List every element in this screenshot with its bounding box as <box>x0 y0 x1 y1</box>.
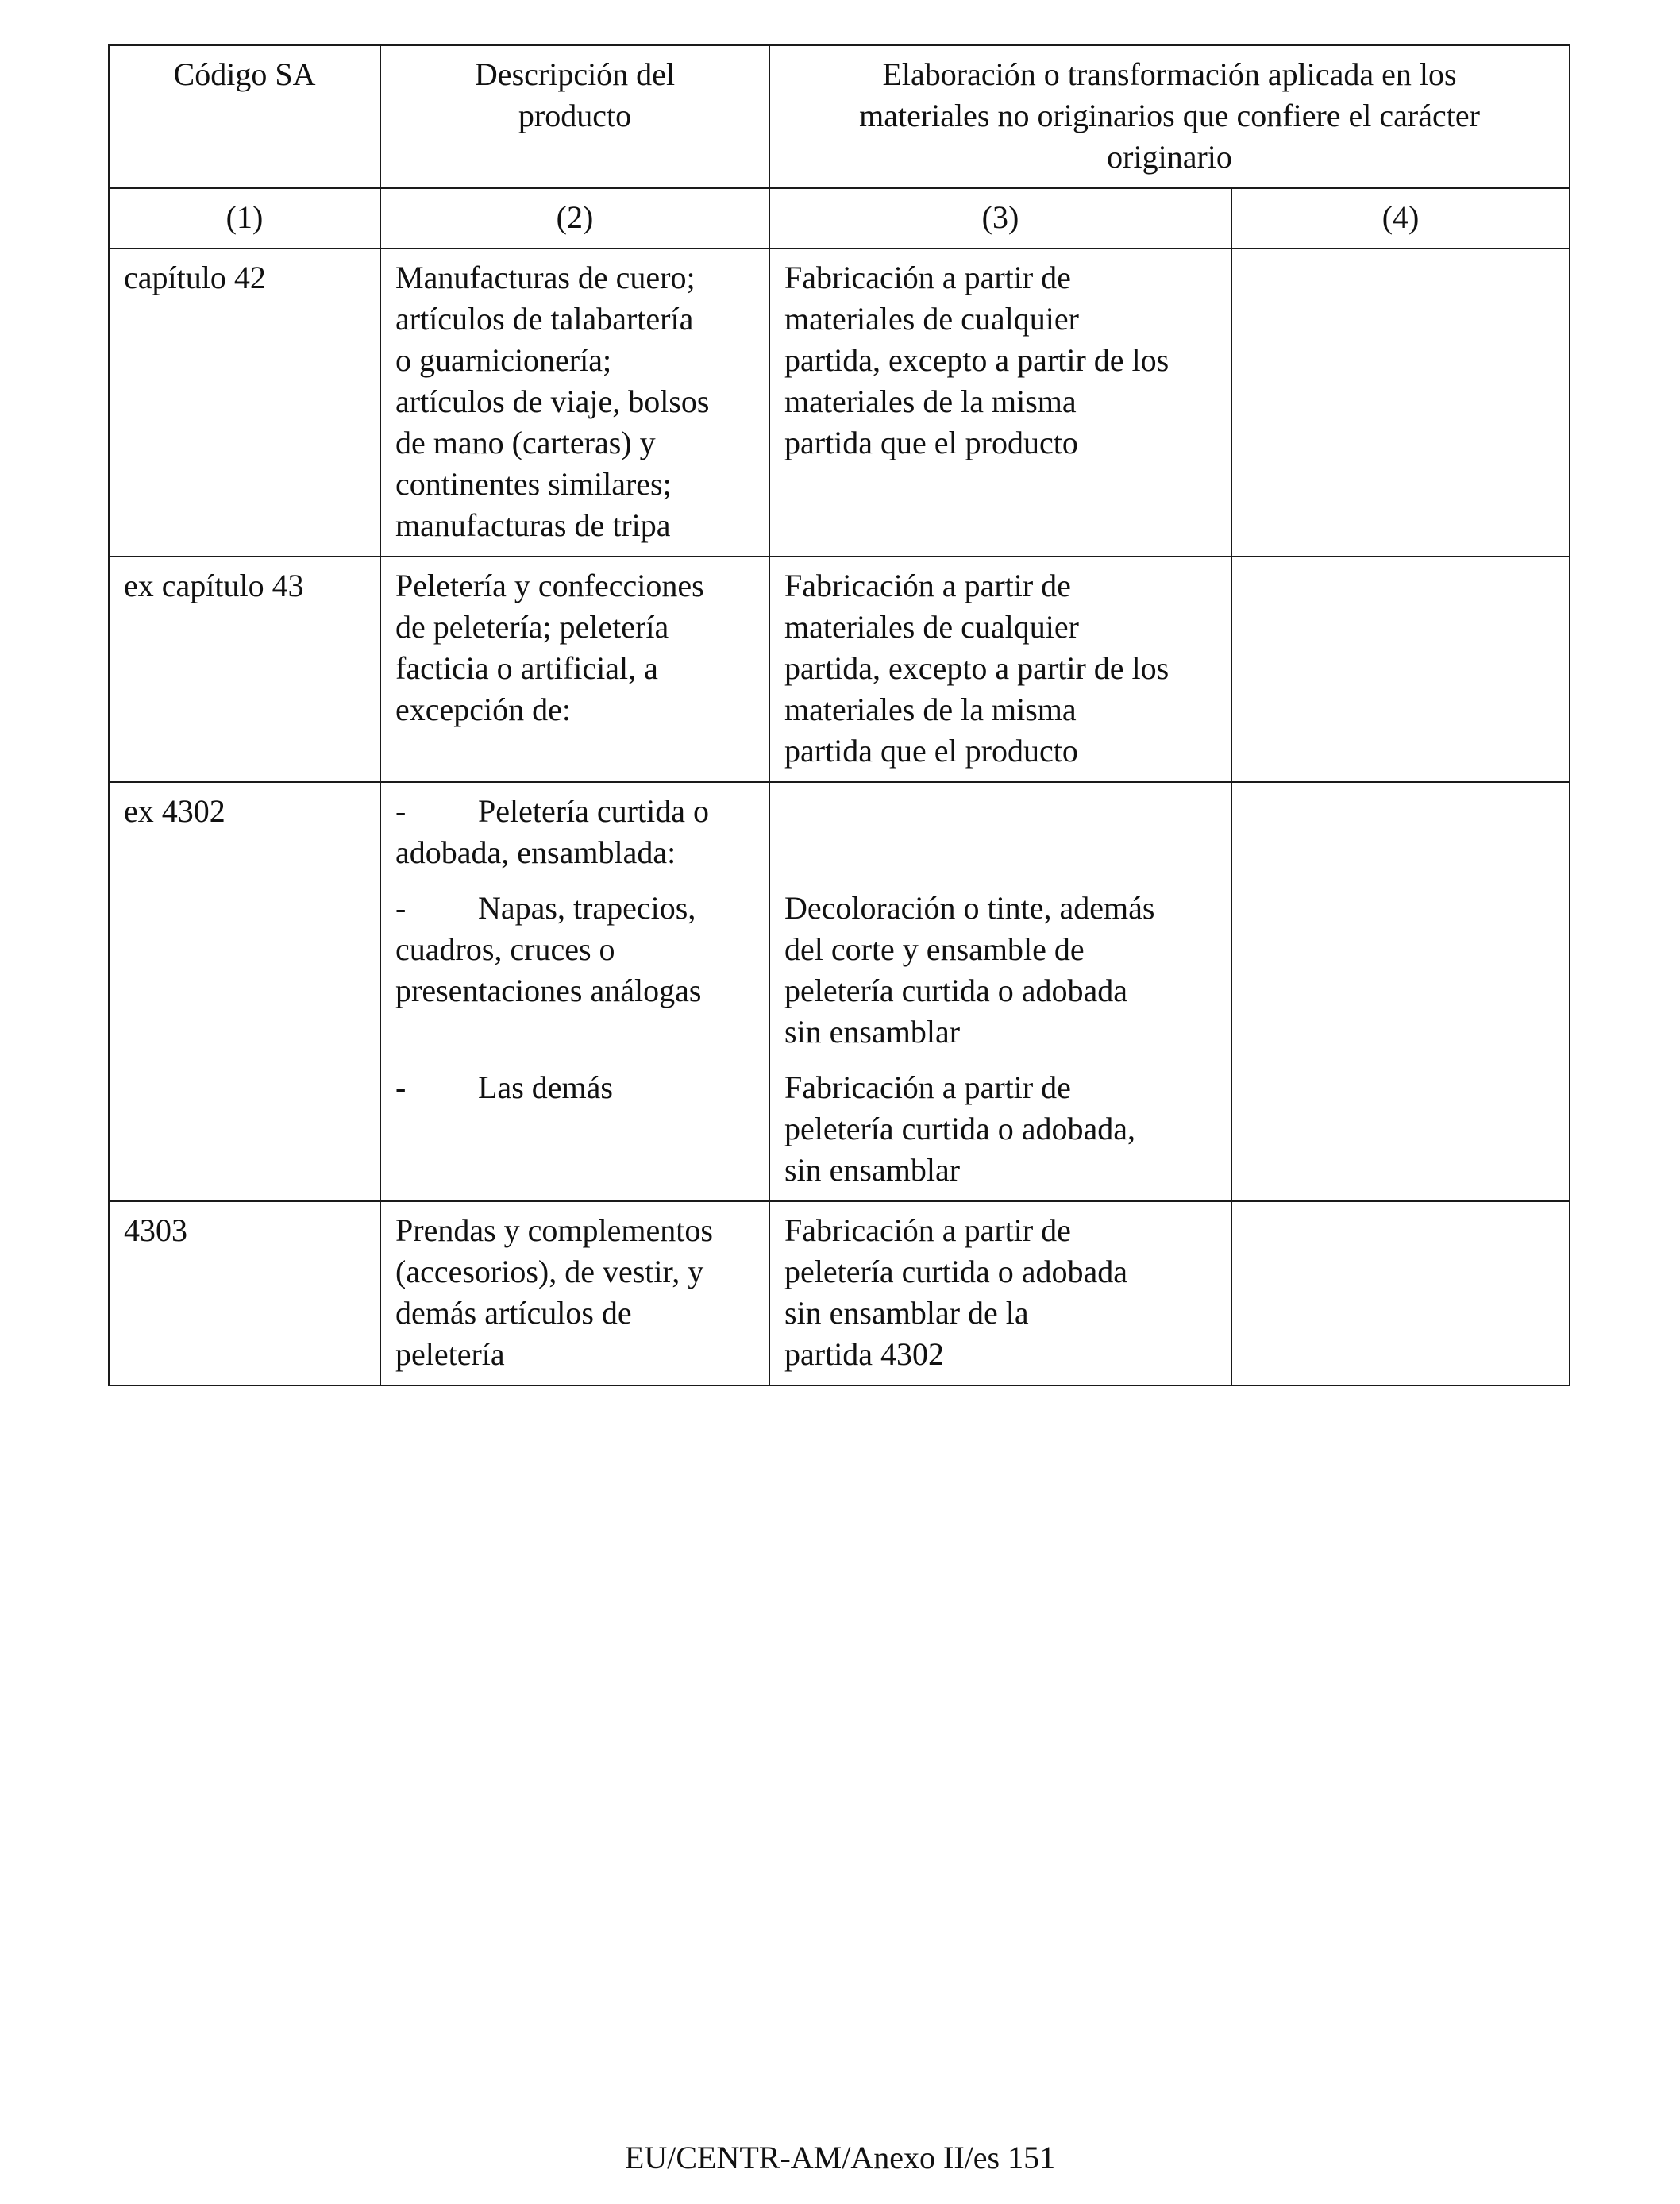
description-cell: Prendas y complementos (accesorios), de vestir, y demás artículos de peletería <box>380 1201 769 1385</box>
hs-code-cell: ex capítulo 43 <box>109 557 380 782</box>
header-description: Descripción del producto <box>380 45 769 188</box>
header-hs-code: Código SA <box>109 45 380 188</box>
alternative-cell <box>1231 249 1570 557</box>
column-number: (4) <box>1231 188 1570 249</box>
alternative-cell <box>1231 1201 1570 1385</box>
working-cell <box>769 782 1231 1201</box>
alternative-cell <box>1231 557 1570 782</box>
column-number: (3) <box>769 188 1231 249</box>
table-row <box>109 557 1570 782</box>
working-cell: Fabricación a partir de materiales de cualquier partida, excepto a partir de los materiales de la misma partida que el producto <box>769 557 1231 782</box>
hs-code-cell: capítulo 42 <box>109 249 380 557</box>
column-number: (2) <box>380 188 769 249</box>
alternative-cell <box>1231 782 1570 1201</box>
header-working-or-processing: Elaboración o transformación aplicada en los materiales no originarios que confiere el carácter originario <box>769 45 1570 188</box>
table-row <box>109 249 1570 557</box>
working-sub-block: Decoloración o tinte, además del corte y ensamble de peletería curtida o adobada sin ensamblar <box>784 890 1155 1050</box>
dash-marker: - <box>395 890 407 926</box>
table-header-row <box>109 45 1570 188</box>
dash-marker: - <box>395 793 407 829</box>
page-footer: EU/CENTR-AM/Anexo II/es 151 <box>624 2140 1056 2175</box>
working-cell: Fabricación a partir de peletería curtida o adobada sin ensamblar de la partida 4302 <box>769 1201 1231 1385</box>
dash-marker: - <box>395 1069 407 1105</box>
column-number: (1) <box>109 188 380 249</box>
dash-item: - Peletería curtida o adobada, ensamblada: <box>395 791 754 873</box>
table-row <box>109 1201 1570 1385</box>
dash-item: - Las demás <box>395 1067 754 1108</box>
column-number-row <box>109 188 1570 249</box>
origin-rules-table <box>108 44 1570 1386</box>
hs-code-cell: ex 4302 <box>109 782 380 1201</box>
table-row <box>109 782 1570 1201</box>
description-cell: Peletería y confecciones de peletería; peletería facticia o artificial, a excepción de: <box>380 557 769 782</box>
description-cell: Manufacturas de cuero; artículos de talabartería o guarnicionería; artículos de viaje, bolsos de mano (carteras) y continentes similares; manufacturas de tripa <box>380 249 769 557</box>
working-cell: Fabricación a partir de materiales de cualquier partida, excepto a partir de los materiales de la misma partida que el producto <box>769 249 1231 557</box>
description-cell <box>380 782 769 1201</box>
hs-code-cell: 4303 <box>109 1201 380 1385</box>
working-sub-block: Fabricación a partir de peletería curtida o adobada, sin ensamblar <box>784 1069 1135 1188</box>
dash-item: - Napas, trapecios, cuadros, cruces o presentaciones análogas <box>395 888 754 1011</box>
